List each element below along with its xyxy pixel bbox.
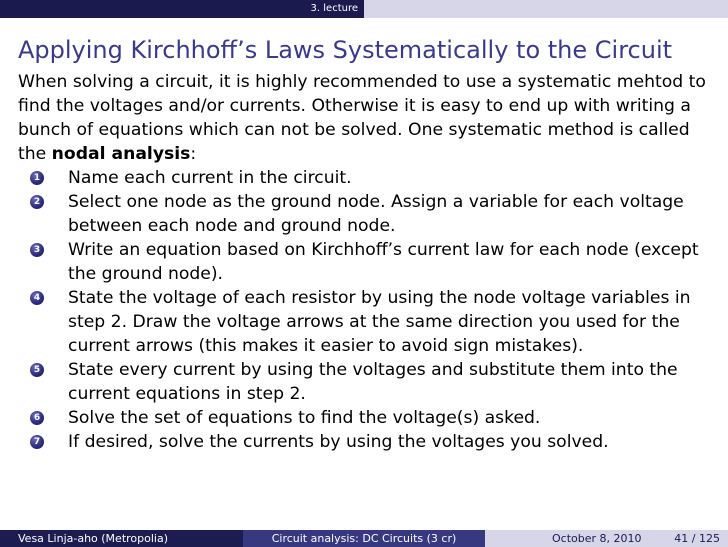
intro-paragraph (18, 70, 718, 166)
step-number-badge: 7 (30, 435, 44, 449)
list-item (18, 286, 718, 358)
list-item (18, 166, 718, 190)
footer-info (485, 530, 728, 547)
list-item (18, 358, 718, 406)
list-item (18, 238, 718, 286)
step-number-badge: 2 (30, 195, 44, 209)
list-item (18, 406, 718, 430)
intro-text-end: : (190, 144, 197, 164)
section-tab[interactable]: 3. lecture (0, 0, 364, 18)
step-text: If desired, solve the currents by using the voltages you solved. (68, 432, 609, 452)
page-title: Applying Kirchhoff’s Laws Systematically to the Circuit (18, 36, 673, 64)
step-number-badge: 5 (30, 363, 44, 377)
step-text: State the voltage of each resistor by using the node voltage variables in step 2. Draw the voltage arrows at the same direction you used for the current arrows (this makes it easier to avoid sign mistakes). (68, 288, 691, 356)
intro-text: When solving a circuit, it is highly recommended to use a systematic mehtod to find the voltages and/or currents. Otherwise it is easy to end up with writing a bunch of equations which can not be solved. One systematic method is called the (18, 72, 706, 164)
step-number-badge: 1 (30, 171, 44, 185)
step-text: Select one node as the ground node. Assign a variable for each voltage between each node and ground node. (68, 192, 684, 236)
footer-bar (0, 530, 728, 547)
step-text: State every current by using the voltages and substitute them into the current equations in step 2. (68, 360, 678, 404)
list-item (18, 190, 718, 238)
footer-author[interactable]: Vesa Linja-aho (Metropolia) (0, 530, 243, 547)
step-number-badge: 3 (30, 243, 44, 257)
intro-bold-term: nodal analysis (51, 144, 191, 164)
footer-course[interactable]: Circuit analysis: DC Circuits (3 cr) (243, 530, 485, 547)
footer-date[interactable]: October 8, 2010 (552, 532, 642, 545)
page-counter: 41 / 125 (674, 532, 720, 545)
steps-list (18, 166, 718, 454)
step-text: Write an equation based on Kirchhoff’s current law for each node (except the ground node). (68, 240, 699, 284)
step-number-badge: 4 (30, 291, 44, 305)
step-text: Solve the set of equations to find the voltage(s) asked. (68, 408, 541, 428)
header-bar (0, 0, 728, 18)
list-item (18, 430, 718, 454)
step-text: Name each current in the circuit. (68, 168, 352, 188)
step-number-badge: 6 (30, 411, 44, 425)
slide-content (18, 70, 718, 454)
